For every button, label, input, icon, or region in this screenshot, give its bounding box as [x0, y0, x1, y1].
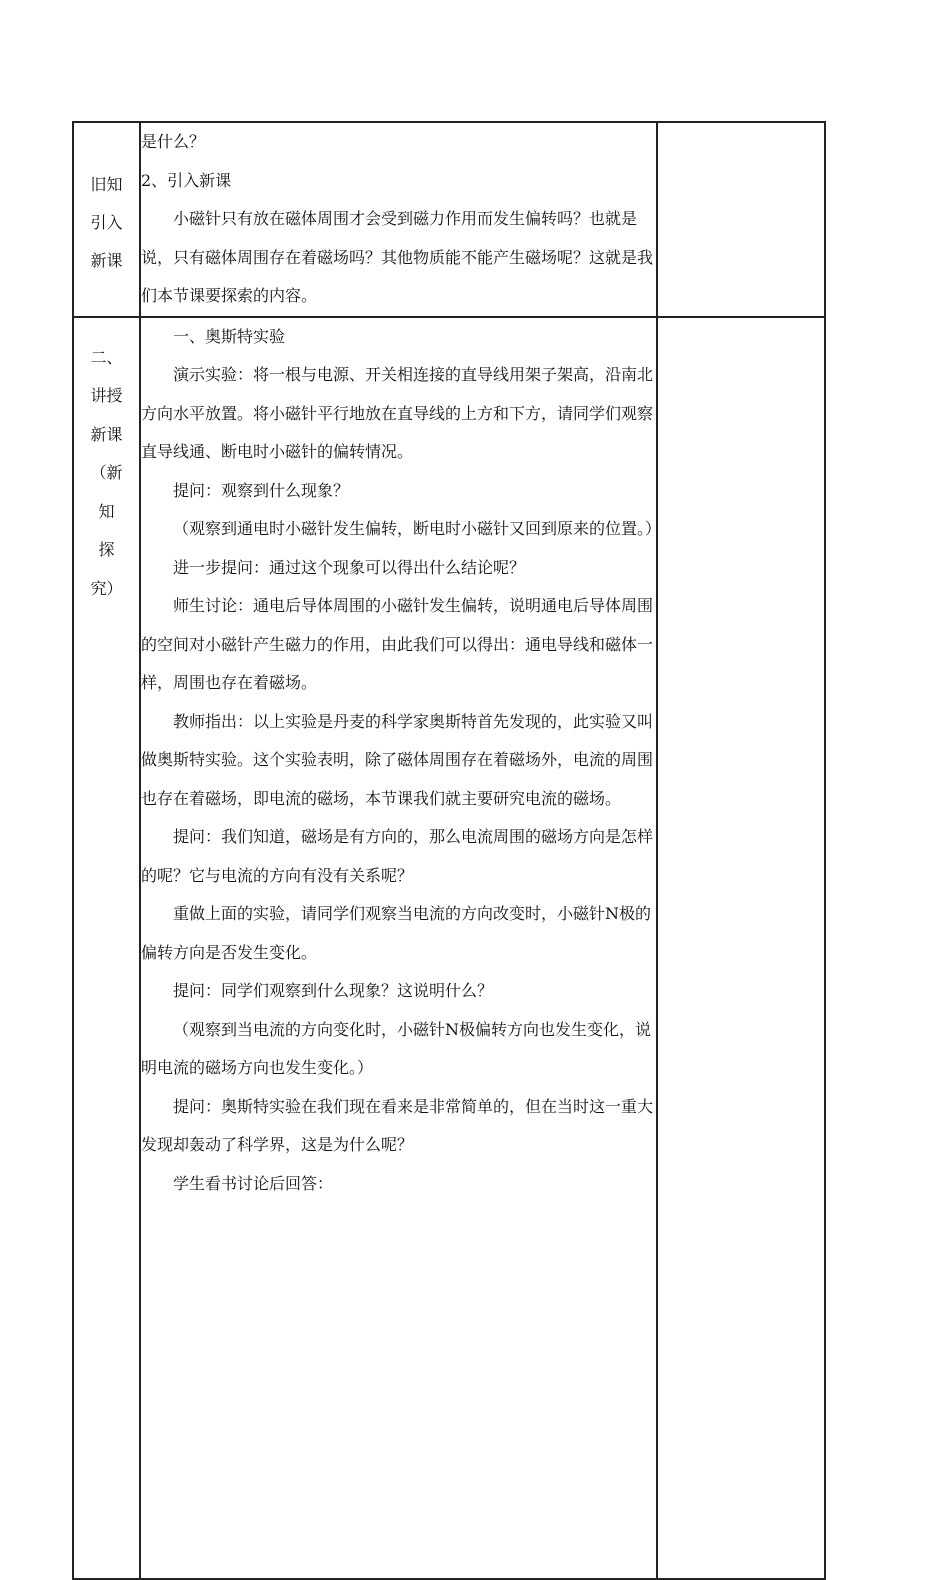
notes-cell-new-lesson	[657, 317, 825, 1579]
section-content-new-lesson	[140, 317, 662, 1579]
section-label-line: 引入	[90, 213, 123, 232]
paragraph: 小磁针只有放在磁体周围才会受到磁力作用而发生偏转吗？也就是说，只有磁体周围存在着磁场吗？其他物质能不能产生磁场呢？这就是我们本节课要探索的内容。	[141, 209, 654, 305]
notes-cell-review	[657, 122, 825, 317]
paragraph: 是什么？	[141, 132, 206, 151]
section-label-line: 究）	[90, 578, 123, 598]
section-label-line: 讲授	[90, 386, 123, 405]
section-label-line: 新课	[90, 424, 123, 444]
paragraph: （观察到通电时小磁针发生偏转，断电时小磁针又回到原来的位置。）	[173, 519, 662, 538]
paragraph: 重做上面的实验，请同学们观察当电流的方向改变时，小磁针N极的偏转方向是否发生变化。	[141, 904, 652, 962]
section-content-review	[140, 122, 657, 317]
section-label-line: 新课	[90, 251, 123, 270]
paragraph: 进一步提问：通过这个现象可以得出什么结论呢？	[173, 557, 526, 577]
paragraph: 教师指出：以上实验是丹麦的科学家奥斯特首先发现的，此实验又叫做奥斯特实验。这个实验表明，除了磁体周围存在着磁场外，电流的周围也存在着磁场，即电流的磁场，本节课我们就主要研究电流的磁场。	[141, 711, 654, 808]
paragraph: 2、引入新课	[141, 170, 232, 190]
paragraph: 提问：观察到什么现象？	[173, 480, 350, 500]
paragraph: 师生讨论：通电后导体周围的小磁针发生偏转，说明通电后导体周围的空间对小磁针产生磁力的作用，由此我们可以得出：通电导线和磁体一样，周围也存在着磁场。	[141, 596, 654, 692]
section-label-line: 探	[98, 540, 115, 559]
paragraph: （观察到当电流的方向变化时，小磁针N极偏转方向也发生变化，说明电流的磁场方向也发生变化。）	[141, 1019, 652, 1077]
section-label-line: 旧知	[90, 175, 123, 194]
paragraph: 一、奥斯特实验	[173, 326, 286, 346]
paragraph: 提问：我们知道，磁场是有方向的，那么电流周围的磁场方向是怎样的呢？它与电流的方向有没有关系呢？	[141, 827, 654, 885]
section-row-review	[73, 122, 825, 317]
paragraph: 演示实验：将一根与电源、开关相连接的直导线用架子架高，沿南北方向水平放置。将小磁针平行地放在直导线的上方和下方，请同学们观察直导线通、断电时小磁针的偏转情况。	[141, 365, 654, 461]
section-label-review	[73, 122, 140, 317]
paragraph: 学生看书讨论后回答：	[173, 1173, 334, 1193]
paragraph: 提问：同学们观察到什么现象？这说明什么？	[173, 981, 494, 1000]
section-label-line: 二、	[90, 347, 123, 367]
section-label-new-lesson	[73, 317, 140, 1579]
paragraph: 提问：奥斯特实验在我们现在看来是非常简单的，但在当时这一重大发现却轰动了科学界，这是为什么呢？	[141, 1096, 654, 1154]
section-row-new-lesson	[73, 317, 825, 1579]
lesson-plan-table	[72, 121, 826, 1580]
section-label-line: 知	[98, 501, 115, 521]
section-label-line: （新	[90, 463, 123, 482]
